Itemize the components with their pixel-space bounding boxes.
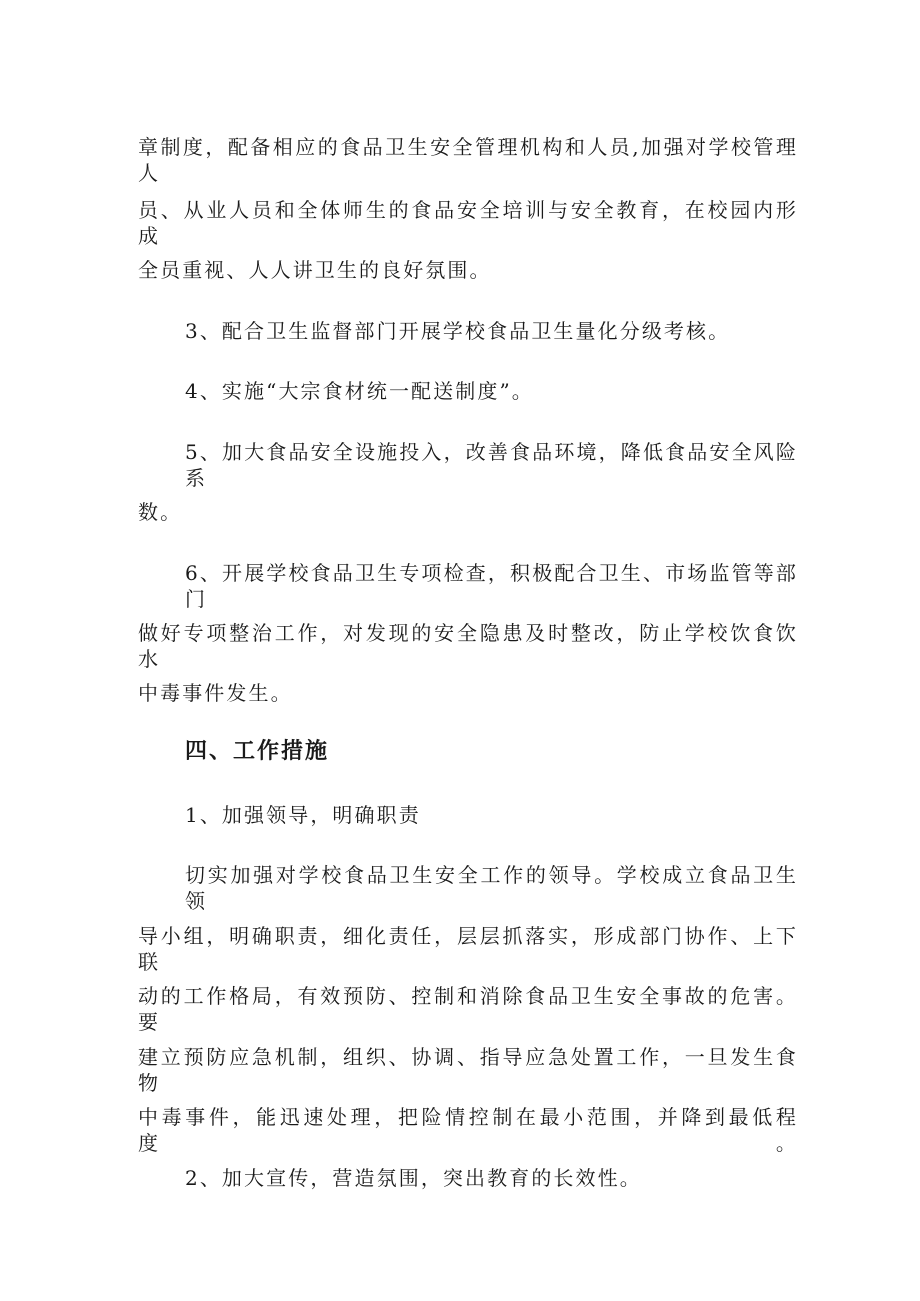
paragraph-line: 做好专项整治工作，对发现的安全隐患及时整改，防止学校饮食饮水 [138,621,798,671]
list-item-6: 6、开展学校食品卫生专项检查，积极配合卫生、市场监管等部门 [185,561,798,611]
paragraph-line: 动的工作格局，有效预防、控制和消除食品卫生安全事故的危害。要 [138,984,798,1034]
paragraph-line: 导小组，明确职责，细化责任，层层抓落实，形成部门协作、上下联 [138,924,798,974]
paragraph-line: 章制度，配备相应的食品卫生安全管理机构和人员,加强对学校管理人 [138,135,798,185]
paragraph-line: 数。 [138,500,183,524]
paragraph-line: 员、从业人员和全体师生的食品安全培训与安全教育，在校园内形成 [138,198,798,248]
section-heading: 四、工作措施 [185,739,330,764]
paragraph-line: 中毒事件发生。 [138,681,293,705]
paragraph-line: 建立预防应急机制，组织、协调、指导应急处置工作，一旦发生食物 [138,1045,798,1095]
subsection-heading: 1、加强领导，明确职责 [185,803,421,827]
list-item-3: 3、配合卫生监督部门开展学校食品卫生量化分级考核。 [185,319,731,343]
paragraph-line: 中毒事件，能迅速处理，把险情控制在最小范围，并降到最低程度。 [138,1105,798,1155]
list-item-5: 5、加大食品安全设施投入，改善食品环境，降低食品安全风险系 [185,440,798,490]
subsection-heading: 2、加大宣传，营造氛围，突出教育的长效性。 [185,1166,642,1190]
paragraph-line: 全员重视、人人讲卫生的良好氛围。 [138,258,492,282]
paragraph-line: 切实加强对学校食品卫生安全工作的领导。学校成立食品卫生领 [185,863,798,913]
list-item-4: 4、实施“大宗食材统一配送制度”。 [185,379,534,403]
